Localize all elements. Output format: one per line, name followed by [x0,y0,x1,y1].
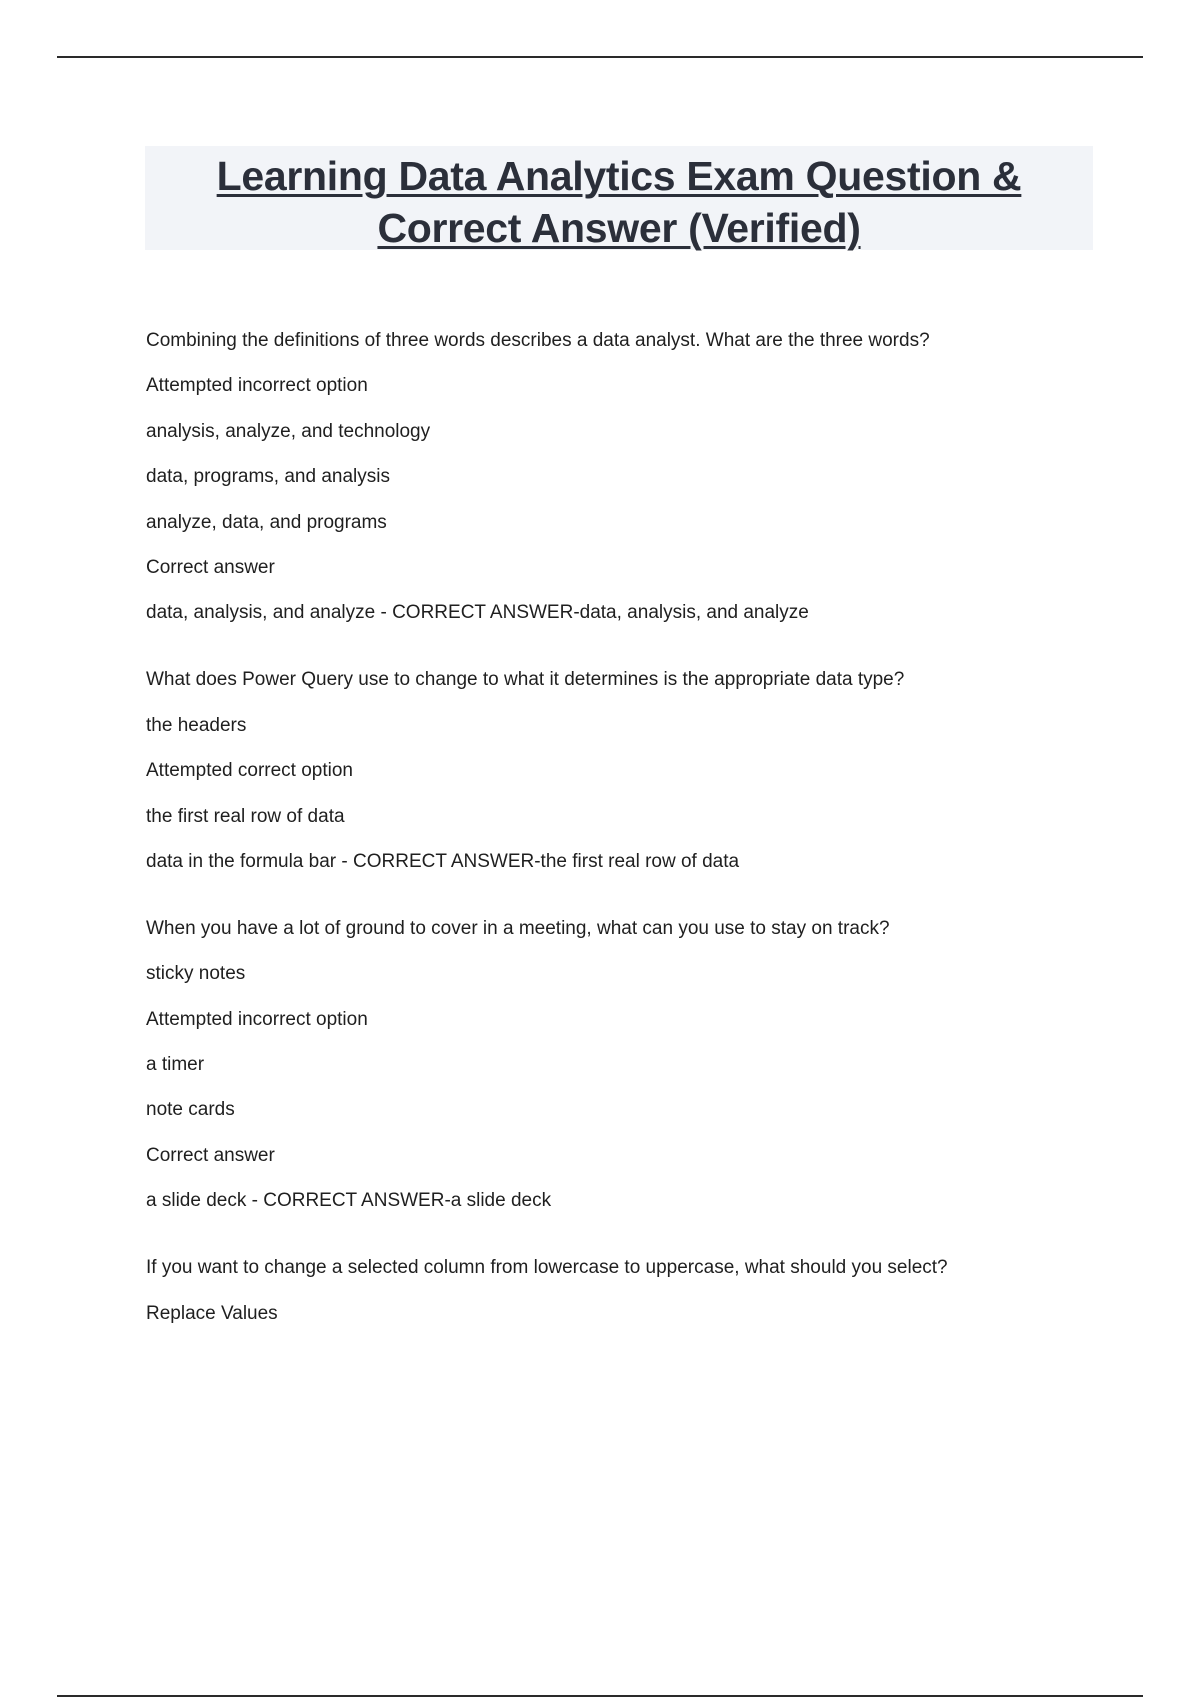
option-status: Attempted incorrect option [146,1008,368,1030]
option-status: Attempted correct option [146,760,353,782]
footer-rule [57,1695,1143,1697]
answer-option: the first real row of data [146,805,345,827]
answer-option: sticky notes [146,963,246,985]
question-text: Combining the definitions of three words describes a data analyst. What are the three words? [146,330,930,351]
question-text: What does Power Query use to change to what it determines is the appropriate data type? [146,669,905,691]
answer-option: data, programs, and analysis [146,466,390,488]
option-status: Correct answer [146,556,275,578]
answer-option: Replace Values [146,1302,278,1324]
question-text: When you have a lot of ground to cover in a meeting, what can you use to stay on track? [146,917,890,939]
option-status: Attempted incorrect option [146,375,368,397]
question-block-2 [146,669,1106,873]
option-status: Correct answer [146,1144,275,1166]
question-block-3 [146,918,1106,1212]
answer-option: analyze, data, and programs [146,511,387,533]
correct-answer-line: data in the formula bar - CORRECT ANSWER-the first real row of data [146,850,740,872]
header-rule [57,56,1143,58]
question-block-1 [146,330,1106,624]
answer-option: note cards [146,1099,235,1121]
question-block-4 [146,1257,1106,1324]
answer-option: a timer [146,1054,205,1076]
question-text: If you want to change a selected column from lowercase to uppercase, what should you select? [146,1257,948,1279]
correct-answer-line: a slide deck - CORRECT ANSWER-a slide deck [146,1190,552,1212]
answer-option: the headers [146,714,247,736]
title-banner [145,146,1093,250]
question-list [146,330,1106,1370]
answer-option: analysis, analyze, and technology [146,420,431,442]
title-line-1: Learning Data Analytics Exam Question & [216,153,1022,199]
title-line-2: Correct Answer (Verified) [377,205,861,251]
document-title [145,150,1093,254]
correct-answer-line: data, analysis, and analyze - CORRECT ANSWER-data, analysis, and analyze [146,602,809,624]
